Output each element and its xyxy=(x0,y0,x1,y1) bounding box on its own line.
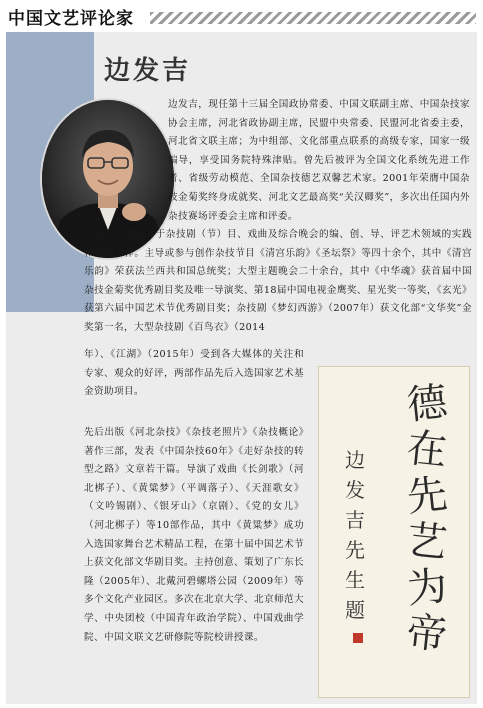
bio-text: 先后出版《河北杂技》《杂技老照片》《杂技概论》著作三部，发表《中国杂技60年》《走好杂技的转型之路》文章若干篇。导演了戏曲《长剑歌》（河北梆子）、《黄粱梦》（平调落子）、《天涯歌女》（文吟锡剧）、《银牙山》（京剧）、《党的女儿》（河北梆子）等10部作品，其中《黄粱梦》成功入选国家舞台艺术精品工程，在第十届中国艺术节上获文化部文华剧目奖。主持创意、策划了广东长隆（2005年）、北戴河碧螺塔公园（2009年）等多个文化产业园区。多次在北京大学、北京师范大学、中央团校（中国青年政治学院）、中国戏曲学院、中国文联文艺研修院等院校讲授课。 xyxy=(84,427,304,643)
page-header xyxy=(0,0,483,30)
inscription-char: 先 xyxy=(345,538,365,562)
calligraphy-artwork xyxy=(318,366,470,698)
person-name: 边发吉 xyxy=(104,56,192,86)
inscription-char: 吉 xyxy=(345,508,365,532)
bio-text: 年）、《江湖》（2015年）受到各大媒体的关注和专家、观众的好评，两部作品先后入选国家艺术基金资助项目。 xyxy=(84,349,304,398)
calligraphy-char: 为 xyxy=(404,563,450,613)
bio-paragraph-3 xyxy=(84,346,304,402)
section-title: 中国文艺评论家 xyxy=(8,9,134,29)
calligraphy-char: 德 xyxy=(404,379,450,429)
inscription-char: 边 xyxy=(345,448,365,472)
inscription-char: 生 xyxy=(345,568,365,592)
calligraphy-char: 艺 xyxy=(404,517,450,567)
bio-text: 边发吉，现任第十三届全国政协常委、中国文联副主席、中国杂技家协会主席，河北省政协副主席，民盟中央常委、民盟河北省委主委，河北省文联主席；为中组部、文化部重点联系的高级专家，国家一级编导，享受国务院特殊津贴。曾先后被评为全国文化系统先进工作者、省级劳动模范、全国杂技德艺双馨艺术家。2001年荣膺中国杂技金菊奖终身成就奖、河北文艺最高奖“关汉卿奖”，多次出任国内外杂技赛场评委会主席和评委。 xyxy=(168,99,470,222)
bio-paragraph-2 xyxy=(84,226,472,338)
bio-paragraph-4 xyxy=(84,424,304,647)
calligraphy-char: 先 xyxy=(404,471,450,521)
inscription-char: 题 xyxy=(345,598,365,622)
bio-text: 边发吉长期致力于杂技剧（节）目、戏曲及综合晚会的编、创、导、评艺术领域的实践和研究工作。主导或参与创作杂技节目《清宫乐韵》《圣坛祭》等四十余个，其中《清宫乐韵》荣获法兰西共和国总统奖；大型主题晚会二十余台，其中《中华魂》获首届中国杂技金菊奖优秀剧目奖及唯一导演奖、第18届中国电视金鹰奖、星光奖一等奖，《玄光》获第六届中国艺术节优秀剧目奖；杂技剧《梦幻西游》（2007年）获文化部“文华奖”金奖第一名，大型杂技剧《百鸟衣》（2014 xyxy=(84,229,472,333)
calligraphy-char: 在 xyxy=(404,425,450,475)
calligraphy-char: 帝 xyxy=(404,609,450,659)
calligraphy-illustration xyxy=(319,367,469,697)
inscription-char: 发 xyxy=(345,478,365,502)
decorative-stripes xyxy=(150,12,476,24)
seal-stamp xyxy=(353,633,363,643)
bio-paragraph-1 xyxy=(168,96,470,226)
